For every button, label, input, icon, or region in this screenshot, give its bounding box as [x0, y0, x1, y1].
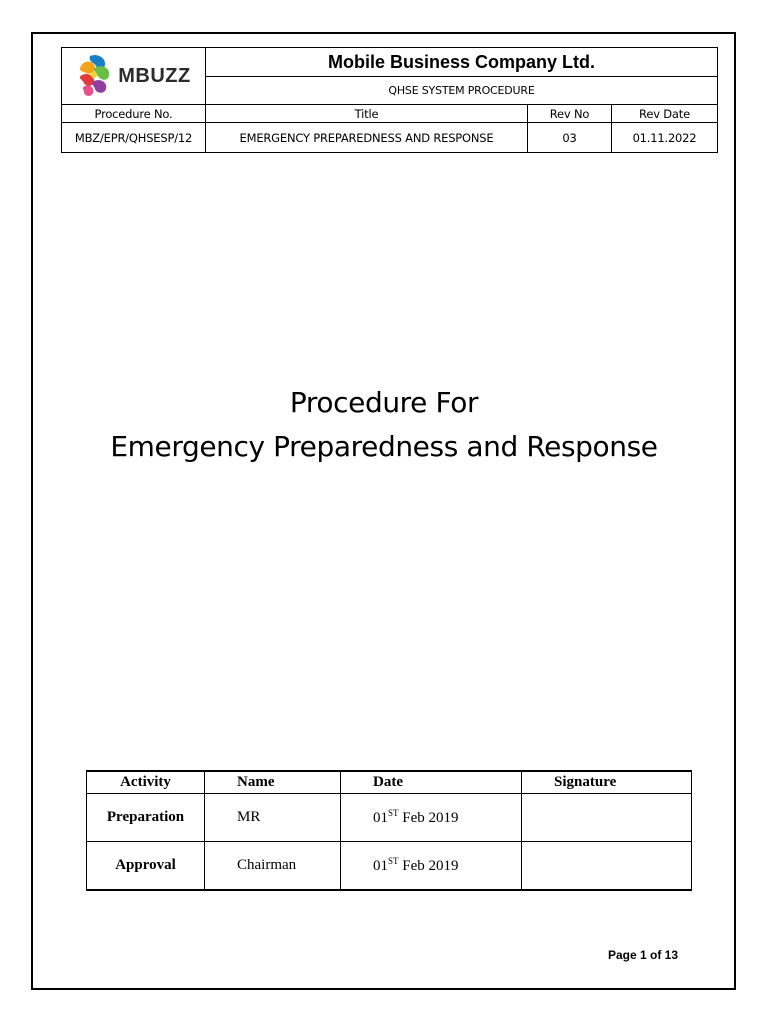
signature-column-header: Signature — [522, 771, 692, 794]
table-row — [87, 842, 692, 891]
rev-no-header: Rev No — [528, 105, 612, 123]
company-name: Mobile Business Company Ltd. — [206, 48, 718, 77]
title-value: EMERGENCY PREPAREDNESS AND RESPONSE — [206, 123, 528, 153]
approval-table-header-row — [87, 771, 692, 794]
activity-cell: Approval — [87, 842, 205, 891]
activity-cell: Preparation — [87, 794, 205, 842]
rev-date-header: Rev Date — [612, 105, 718, 123]
date-month-year: Feb 2019 — [398, 810, 459, 826]
activity-column-header: Activity — [87, 771, 205, 794]
name-cell: Chairman — [205, 842, 341, 891]
date-ordinal: ST — [388, 856, 399, 866]
date-day: 01 — [373, 810, 388, 826]
company-logo — [62, 54, 205, 98]
document-title-line-1: Procedure For — [289, 386, 479, 419]
document-header-table — [61, 47, 718, 153]
logo-text: MBUZZ — [118, 64, 191, 87]
mbuzz-logo-icon — [76, 54, 114, 98]
date-cell — [341, 842, 522, 891]
system-procedure-label: QHSE SYSTEM PROCEDURE — [206, 77, 718, 105]
rev-date-value: 01.11.2022 — [612, 123, 718, 153]
date-day: 01 — [373, 858, 388, 874]
page-number: Page 1 of 13 — [608, 948, 679, 962]
document-title-line-2: Emergency Preparedness and Response — [110, 430, 658, 463]
procedure-no-value: MBZ/EPR/QHSESP/12 — [62, 123, 206, 153]
signature-cell — [522, 794, 692, 842]
date-month-year: Feb 2019 — [398, 858, 459, 874]
name-cell: MR — [205, 794, 341, 842]
date-ordinal: ST — [388, 808, 399, 818]
title-header: Title — [206, 105, 528, 123]
logo-cell — [62, 48, 206, 105]
approval-table — [86, 770, 692, 891]
procedure-no-header: Procedure No. — [62, 105, 206, 123]
signature-cell — [522, 842, 692, 891]
table-row — [87, 794, 692, 842]
rev-no-value: 03 — [528, 123, 612, 153]
name-column-header: Name — [205, 771, 341, 794]
date-cell — [341, 794, 522, 842]
date-column-header: Date — [341, 771, 522, 794]
